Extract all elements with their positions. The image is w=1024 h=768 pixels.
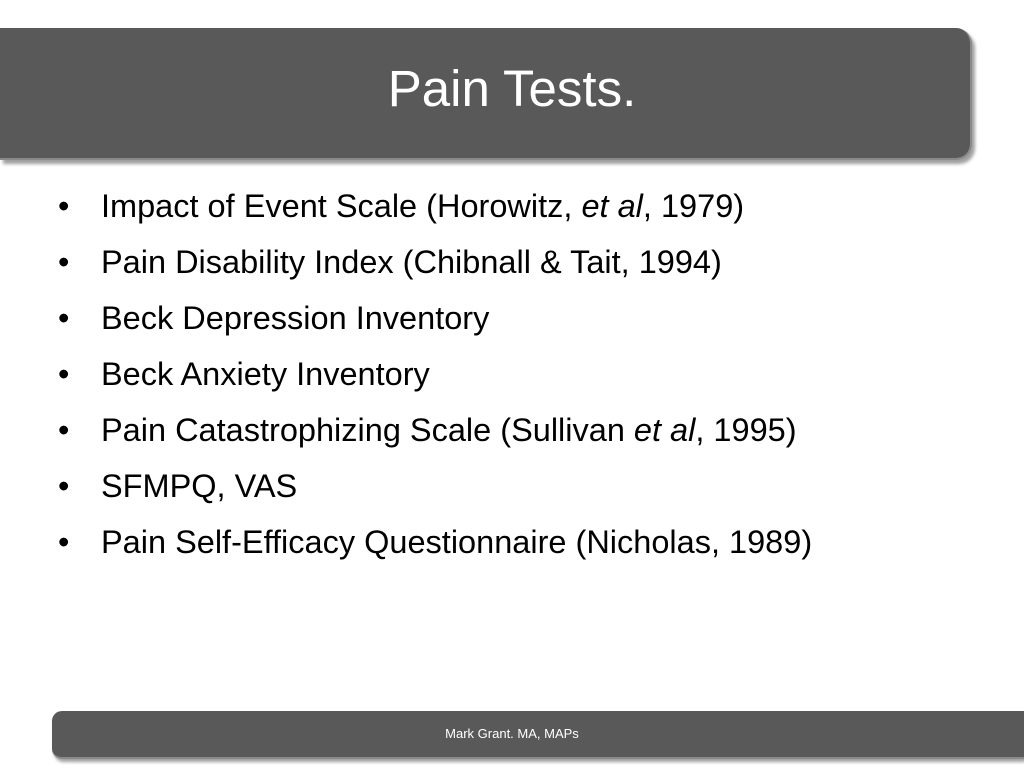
- list-item: [58, 522, 938, 562]
- list-item: [58, 242, 938, 282]
- list-item: [58, 186, 938, 226]
- bullet-marker: •: [58, 468, 70, 504]
- slide-title: Pain Tests.: [387, 59, 637, 117]
- list-item: [58, 466, 938, 506]
- item-text: Impact of Event Scale (Horowitz,: [101, 188, 582, 224]
- item-italic: et al: [633, 412, 696, 448]
- item-italic: et al: [581, 188, 643, 224]
- bullet-marker: •: [58, 300, 70, 336]
- bullet-list: [58, 186, 938, 578]
- bullet-marker: •: [58, 244, 70, 280]
- item-text: SFMPQ, VAS: [101, 468, 298, 504]
- item-text: Pain Disability Index (Chibnall & Tait, 1994): [101, 244, 722, 280]
- item-text: Pain Catastrophizing Scale (Sullivan: [101, 412, 634, 448]
- bullet-marker: •: [58, 188, 70, 224]
- list-item: [58, 298, 938, 338]
- item-text: Beck Anxiety Inventory: [101, 356, 430, 392]
- footer-author: Mark Grant. MA, MAPs: [445, 725, 579, 741]
- bullet-marker: •: [58, 524, 70, 560]
- list-item: [58, 354, 938, 394]
- item-text-after: , 1995): [695, 412, 797, 448]
- item-text: Pain Self-Efficacy Questionnaire (Nicholas, 1989): [101, 524, 813, 560]
- item-text-after: , 1979): [642, 188, 745, 224]
- footer-bar: [52, 711, 1024, 759]
- list-item: [58, 410, 938, 450]
- bullet-marker: •: [58, 356, 70, 392]
- item-text: Beck Depression Inventory: [101, 300, 490, 336]
- bullet-marker: •: [58, 412, 70, 448]
